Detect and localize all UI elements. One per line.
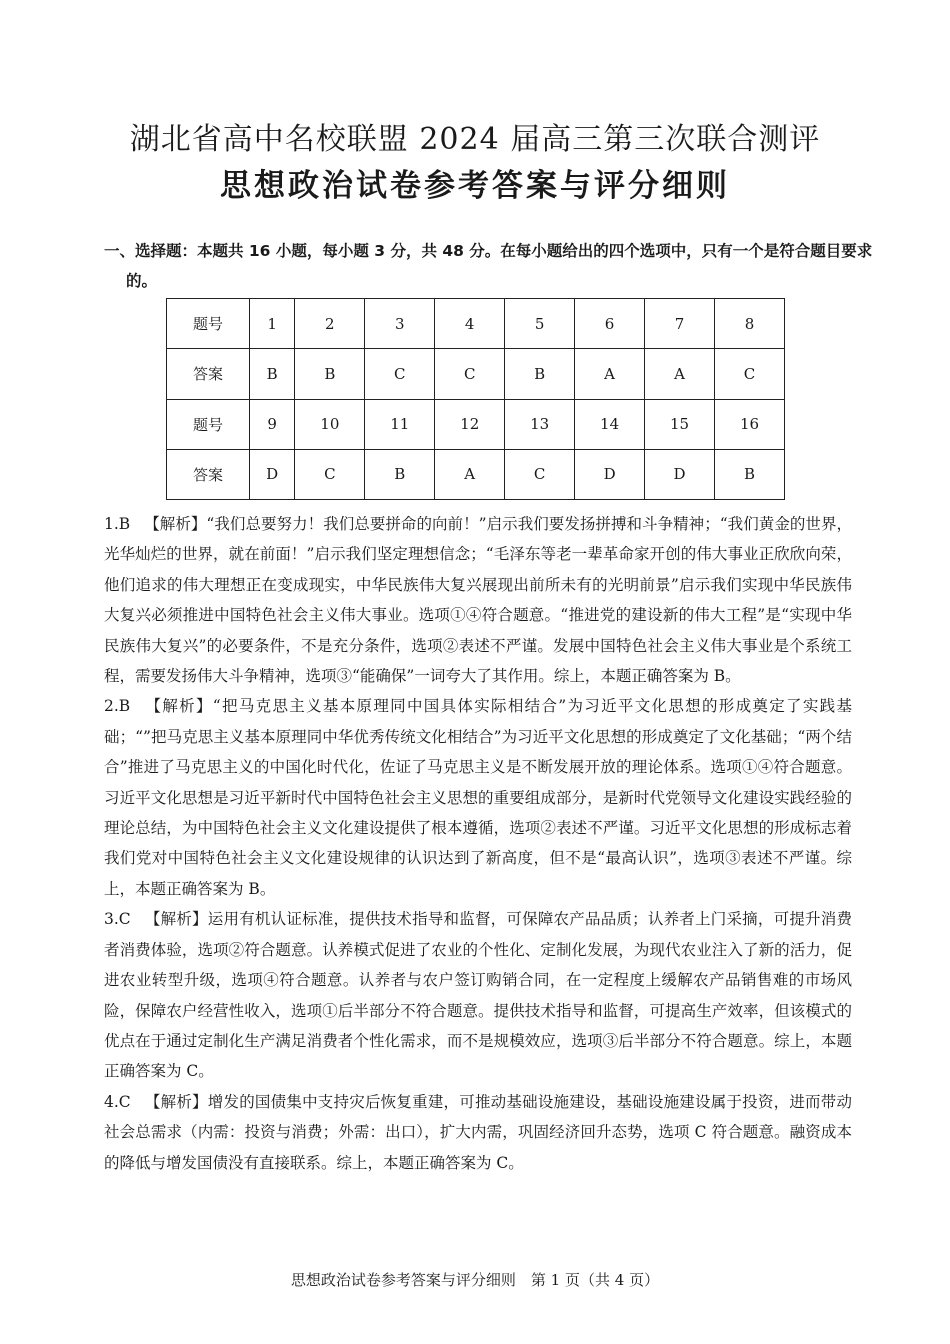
answer-table-cell: 13 — [505, 399, 575, 449]
document-subtitle: 思想政治试卷参考答案与评分细则 — [220, 168, 730, 204]
explanation-text: 运用有机认证标准，提供技术指导和监督，可保障农产品品质；认养者上门采摘，可提升消费者消费体验，选项②符合题意。认养模式促进了农业的个性化、定制化发展，为现代农业注入了新的活力，促进农业转型升级，选项④符合题意。认养者与农户签订购销合同，在一定程度上缓解农产品销售难的市场风险，保障农户经营性收入，选项①后半部分不符合题意。提供技术指导和监督，可提高生产效率，但该模式的优点在于通过定制化生产满足消费者个性化需求，而不是规模效应，选项③后半部分不符合题意。综上，本题正确答案为 C。 — [104, 910, 852, 1081]
explanation-tag: 【解析】 — [144, 910, 208, 929]
answer-table-cell: B — [505, 349, 575, 399]
answer-table-cell: 7 — [645, 299, 715, 349]
answer-table-row-label: 题号 — [167, 299, 250, 349]
answer-table-cell: 2 — [295, 299, 365, 349]
answer-table-row — [167, 449, 785, 499]
answer-table-cell: D — [250, 449, 295, 499]
explanation-answer: B — [118, 515, 131, 533]
explanation-answer: C — [118, 1092, 131, 1111]
explanation-item — [104, 904, 852, 1086]
answer-table-cell: 11 — [365, 399, 435, 449]
explanation-number: 2. — [104, 697, 119, 716]
answer-table-cell: B — [250, 349, 295, 399]
answer-table-cell: B — [365, 449, 435, 499]
answer-table-cell: 12 — [435, 399, 505, 449]
explanations — [104, 509, 852, 1178]
answer-table-cell: C — [505, 449, 575, 499]
answer-table-cell: D — [645, 449, 715, 499]
answer-table-row-label: 题号 — [167, 399, 250, 449]
answer-table-cell: 9 — [250, 399, 295, 449]
explanation-item — [104, 509, 852, 691]
answer-table-cell: B — [714, 449, 784, 499]
answer-table-cell: 8 — [714, 299, 784, 349]
answer-table-cell: A — [435, 449, 505, 499]
answer-table-cell: 6 — [575, 299, 645, 349]
answer-table-cell: 14 — [575, 399, 645, 449]
answer-table-row — [167, 349, 785, 399]
explanation-item — [104, 1087, 852, 1178]
explanation-number: 4. — [104, 1092, 119, 1111]
answer-table-row — [167, 299, 785, 349]
answer-table-cell: 4 — [435, 299, 505, 349]
explanation-number: 3. — [104, 910, 119, 929]
answer-table-cell: B — [295, 349, 365, 399]
answer-table — [166, 298, 785, 500]
answer-table-cell: 16 — [714, 399, 784, 449]
explanation-answer: B — [118, 697, 131, 716]
answer-table-cell: 10 — [295, 399, 365, 449]
answer-table-row — [167, 399, 785, 449]
explanation-text: “我们总要努力！我们总要拼命的向前！”启示我们要发扬拼搏和斗争精神；“我们黄金的世界，光华灿烂的世界，就在前面！”启示我们坚定理想信念；“毛泽东等老一辈革命家开创的伟大事业正欣欣向荣，他们追求的伟大理想正在变成现实，中华民族伟大复兴展现出前所未有的光明前景”启示我们实现中华民族伟大复兴必须推进中国特色社会主义伟大事业。选项①④符合题意。“推进党的建设新的伟大工程”是“实现中华民族伟大复兴”的必要条件，不是充分条件，选项②表述不严谨。发展中国特色社会主义伟大事业是个系统工程，需要发扬伟大斗争精神，选项③“能确保”一词夸大了其作用。综上，本题正确答案为 B。 — [104, 515, 852, 686]
explanation-number: 1. — [104, 515, 119, 533]
answer-table-cell: A — [645, 349, 715, 399]
explanation-answer: C — [118, 910, 131, 929]
explanation-tag: 【解析】 — [144, 515, 207, 533]
answer-table-cell: C — [365, 349, 435, 399]
answer-table-cell: 5 — [505, 299, 575, 349]
answer-table-cell: C — [435, 349, 505, 399]
explanation-text: 增发的国债集中支持灾后恢复重建，可推动基础设施建设，基础设施建设属于投资，进而带动社会总需求（内需：投资与消费；外需：出口），扩大内需，巩固经济回升态势，选项 C 符合题意。融资成本的降低与增发国债没有直接联系。综上，本题正确答案为 C。 — [104, 1092, 852, 1172]
explanation-text: “把马克思主义基本原理同中国具体实际相结合”为习近平文化思想的形成奠定了实践基础；“”把马克思主义基本原理同中华优秀传统文化相结合”为习近平文化思想的形成奠定了文化基础；“两个结合”推进了马克思主义的中国化时代化，佐证了马克思主义是不断发展开放的理论体系。选项①④符合题意。习近平文化思想是习近平新时代中国特色社会主义思想的重要组成部分，是新时代党领导文化建设实践经验的理论总结，为中国特色社会主义文化建设提供了根本遵循，选项②表述不严谨。习近平文化思想的形成标志着我们党对中国特色社会主义文化建设规律的认识达到了新高度，但不是“最高认识”，选项③表述不严谨。综上，本题正确答案为 B。 — [104, 697, 852, 898]
explanation-tag: 【解析】 — [144, 697, 213, 716]
explanation-item — [104, 691, 852, 904]
explanation-tag: 【解析】 — [144, 1092, 208, 1111]
answer-table-cell: 1 — [250, 299, 295, 349]
answer-table-cell: 3 — [365, 299, 435, 349]
answer-table-cell: C — [714, 349, 784, 399]
document-title: 湖北省高中名校联盟 2024 届高三第三次联合测评 — [129, 122, 821, 157]
answer-table-cell: A — [575, 349, 645, 399]
answer-table-row-label: 答案 — [167, 449, 250, 499]
answer-table-cell: D — [575, 449, 645, 499]
answer-table-row-label: 答案 — [167, 349, 250, 399]
section-heading: 一、选择题：本题共 16 小题，每小题 3 分，共 48 分。在每小题给出的四个选项中，只有一个是符合题目要求的。 — [104, 242, 873, 290]
page-footer: 思想政治试卷参考答案与评分细则 第 1 页（共 4 页） — [290, 1271, 660, 1289]
answer-table-cell: C — [295, 449, 365, 499]
answer-table-cell: 15 — [645, 399, 715, 449]
